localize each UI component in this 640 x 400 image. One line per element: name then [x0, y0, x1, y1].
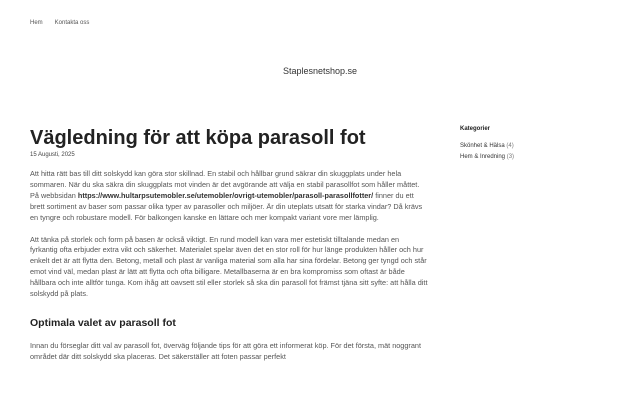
nav-link-contact[interactable]: Kontakta oss — [54, 20, 90, 26]
paragraph-1-text-b: finner du ett brett sortiment av baser som passar olika typer av parasoller och miljöer. Är din uteplats utsatt för starka vindar? Då krävs en tyngre och robustare modell. För balkongen kanske en lättare och mer kompakt variant vore mer lämplig. — [30, 190, 423, 222]
article-date: 15 Augusti, 2025 — [30, 152, 75, 158]
article — [30, 126, 428, 363]
section-heading: Optimala valet av parasoll fot — [30, 316, 176, 329]
sidebar — [460, 126, 620, 165]
article-paragraph-1 — [30, 169, 428, 224]
category-item[interactable] — [460, 154, 620, 160]
top-navigation — [30, 20, 89, 26]
article-title: Vägledning för att köpa parasoll fot — [30, 127, 366, 149]
category-count: (4) — [506, 143, 514, 149]
nav-link-home[interactable]: Hem — [30, 20, 43, 26]
article-paragraph-3: Innan du förseglar ditt val av parasoll fot, överväg följande tips för att göra ett informerat köp. För det första, mät noggrant området där ditt solskydd ska placeras. Det säkerställer att foten passar perfekt — [30, 340, 421, 361]
category-label[interactable]: Skönhet & Hälsa — [460, 143, 505, 149]
sidebar-heading: Kategorier — [460, 126, 491, 132]
product-link[interactable]: https://www.hultarpsutemobler.se/utemobler/ovrigt-utemobler/parasoll-parasollfotter/ — [77, 190, 374, 200]
site-title[interactable]: Staplesnetshop.se — [282, 66, 358, 76]
category-label[interactable]: Hem & Inredning — [460, 154, 506, 160]
category-item[interactable] — [460, 143, 620, 149]
category-count: (3) — [506, 154, 515, 160]
article-paragraph-2: Att tänka på storlek och form på basen är också viktigt. En rund modell kan vara mer estetiskt tilltalande medan en fyrkantig ofta erbjuder extra vikt och säkerhet. Materialet spelar även det en stor roll för hur länge produkten håller och hur enkelt det är att flytta den. Betong, metall och plast är vanliga material som alla har sina fördelar. Betong ger tyngd och står emot vind väl, medan plast är lätt att flytta och ofta billigare. Metallbaserna är en bra kompromiss som oftast är både hållbara och inte alltför tunga. Kom ihåg att oavsett stil eller storlek så ska din parasoll fot främst tjäna sitt syfte: att hålla ditt solskydd på plats. — [30, 234, 428, 299]
paragraph-1-text-a: Att hitta rätt bas till ditt solskydd kan göra stor skillnad. En stabil och hållbar grund säkrar din skuggplats under hela sommaren. När du ska säkra din skuggplats mot vinden är det avgörande att välja en stabil parasollfot som håller måttet. På webbsidan — [30, 169, 420, 200]
